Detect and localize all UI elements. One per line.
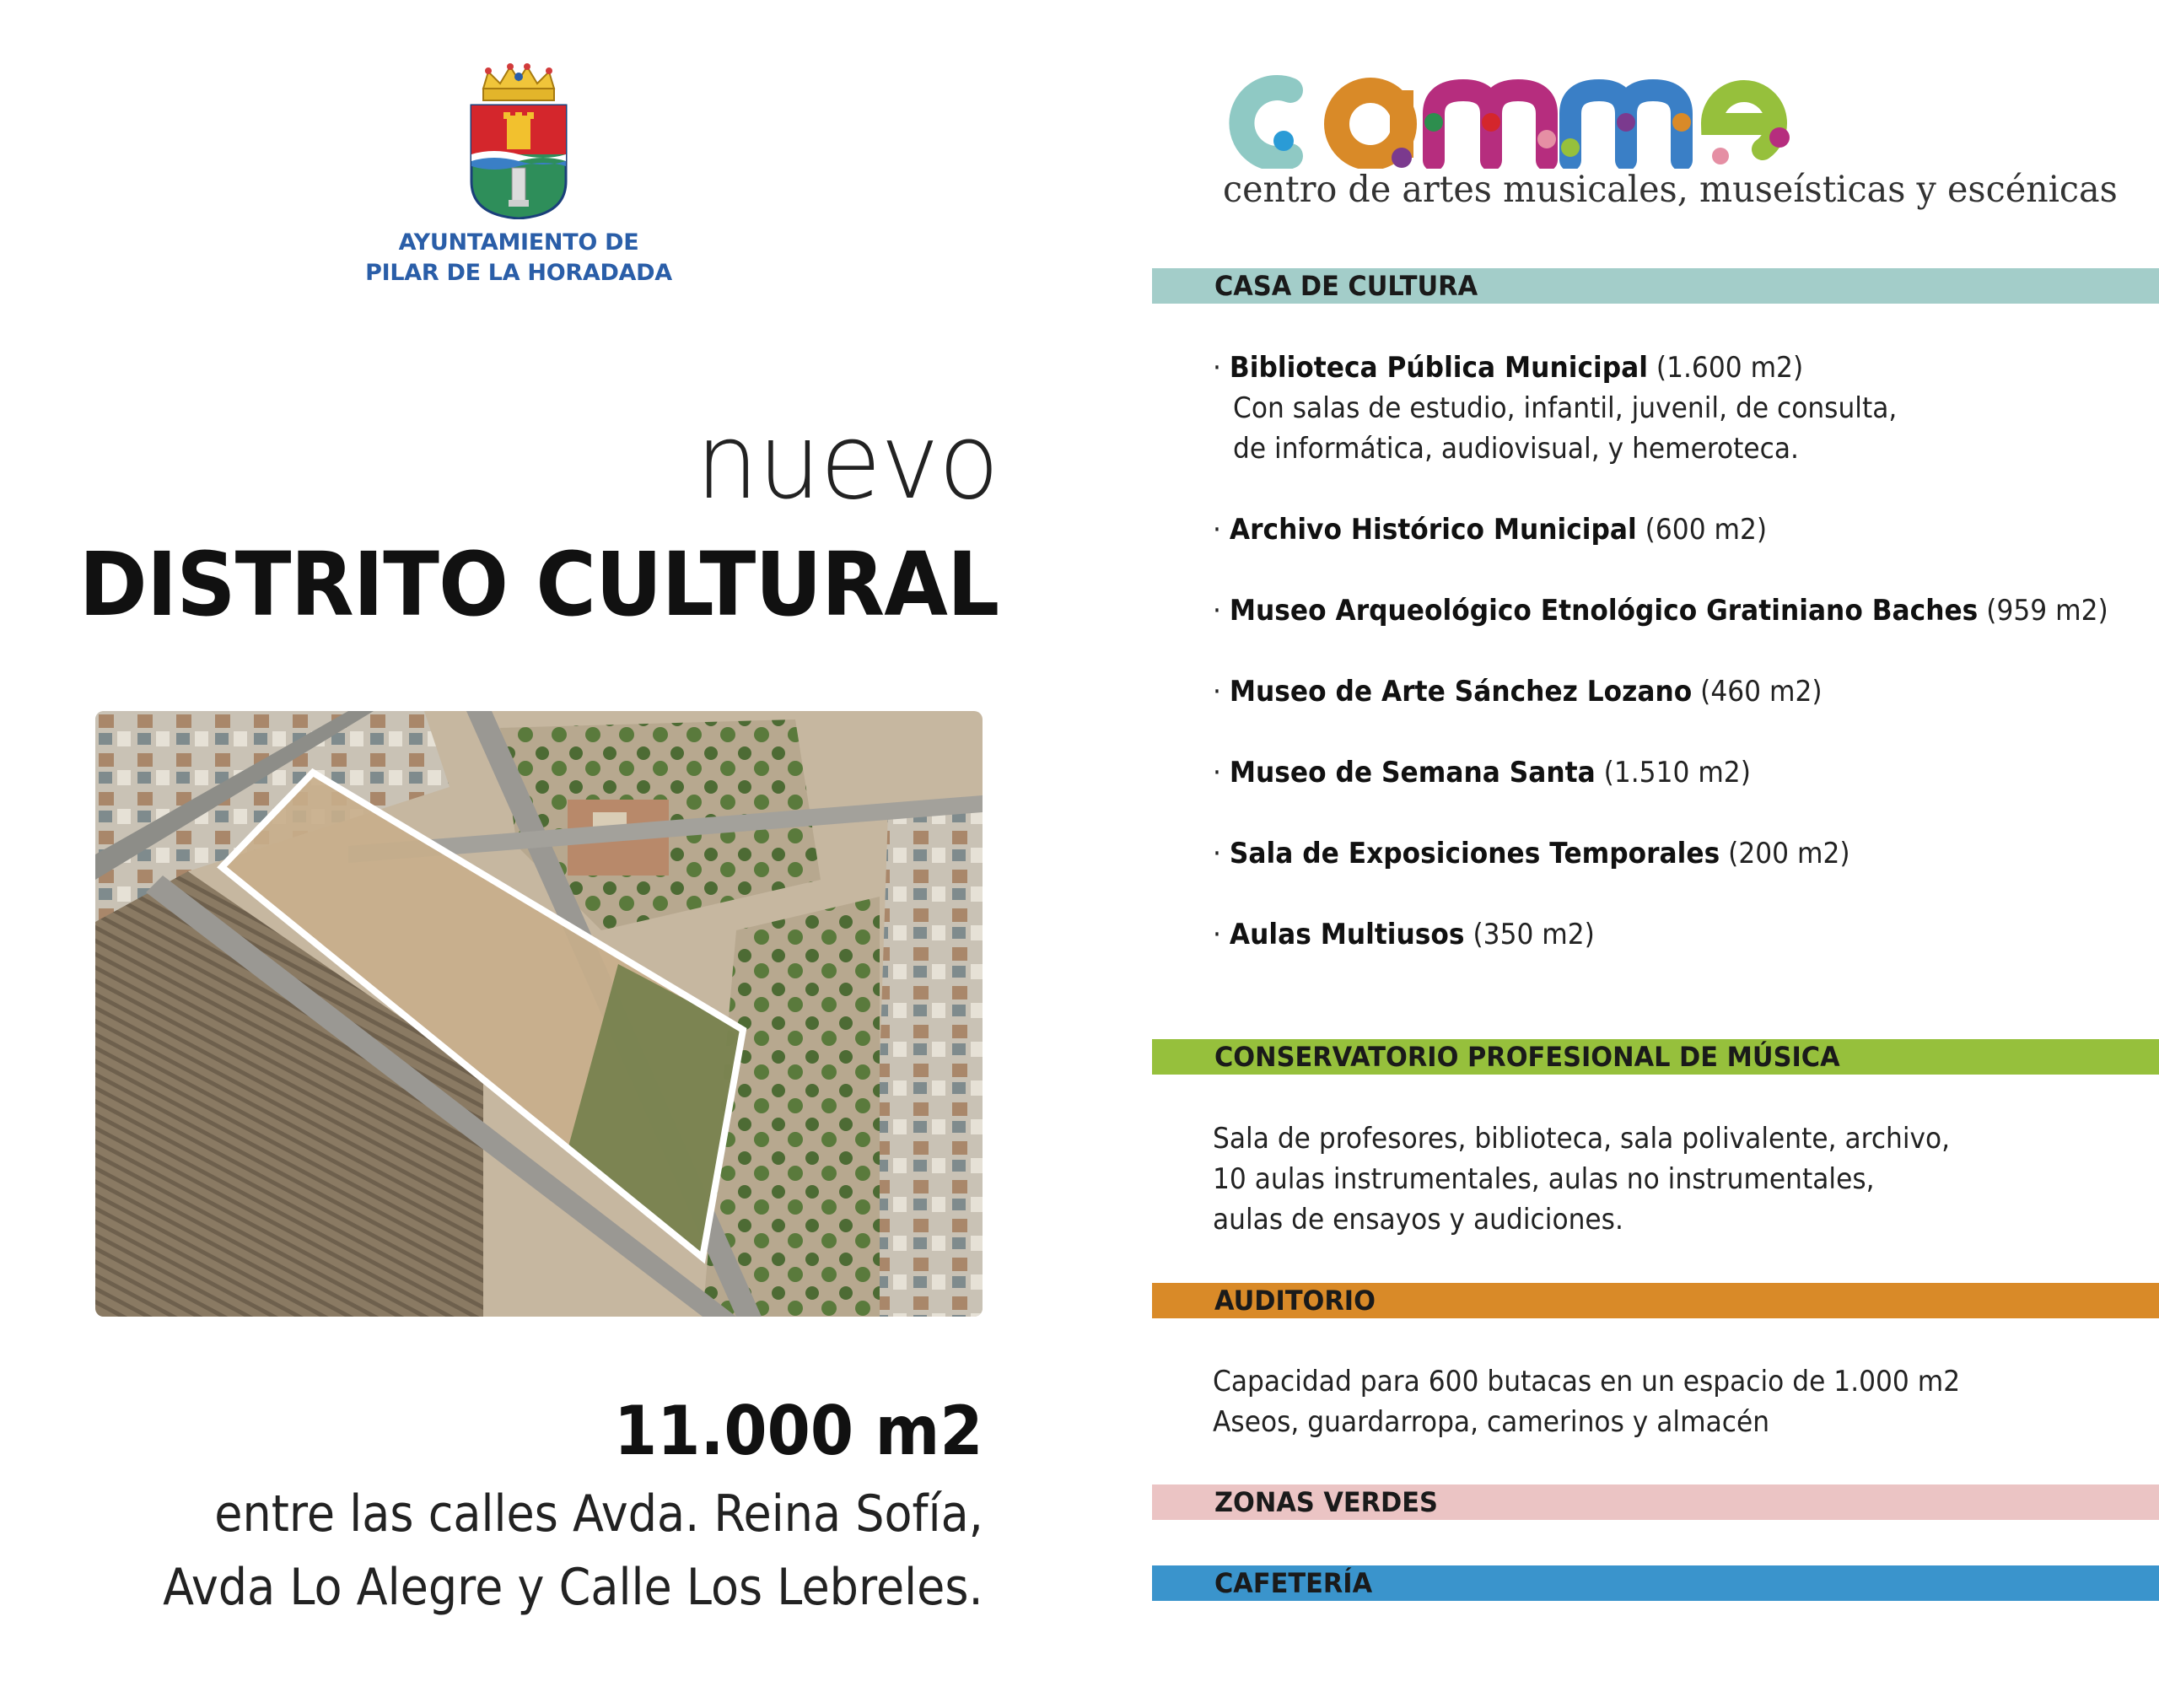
tagline: centro de artes musicales, museísticas y escénicas [1223,169,2118,211]
section-title: CASA DE CULTURA [1214,270,1478,302]
section-casa-cultura [1152,268,2159,304]
page-title: DISTRITO CULTURAL [78,533,999,636]
section-title: AUDITORIO [1214,1285,1376,1317]
list-item: · Museo de Semana Santa (1.510 m2) [1213,756,1751,789]
section-text: Aseos, guardarropa, camerinos y almacén [1213,1405,1770,1439]
section-text: Sala de profesores, biblioteca, sala polivalente, archivo, [1213,1122,1951,1156]
list-item: · Archivo Histórico Municipal (600 m2) [1213,513,1768,547]
area-size: 11.000 m2 [614,1392,983,1470]
list-item: · Aulas Multiusos (350 m2) [1213,918,1595,951]
list-item: · Museo Arqueológico Etnológico Gratiniano Baches (959 m2) [1213,594,2108,628]
section-text: aulas de ensayos y audiciones. [1213,1203,1623,1237]
location-line-2: Avda Lo Alegre y Calle Los Lebreles. [163,1558,983,1617]
section-cafeteria [1152,1565,2159,1601]
title-light: nuevo [695,400,999,523]
camme-logo [1223,72,1813,169]
ayuntamiento-line-1: AYUNTAMIENTO DE [398,229,639,256]
list-item: · Sala de Exposiciones Temporales (200 m2) [1213,837,1850,870]
section-zonas-verdes [1152,1484,2159,1520]
municipal-coat-of-arms [468,63,569,219]
aerial-site-photo [95,711,983,1317]
section-title: CAFETERÍA [1214,1567,1373,1599]
list-item: · Biblioteca Pública Municipal (1.600 m2) [1213,351,1804,385]
section-text: 10 aulas instrumentales, aulas no instrumentales, [1213,1162,1875,1196]
list-item-detail: Con salas de estudio, infantil, juvenil, de consulta, [1233,391,1898,425]
section-conservatorio [1152,1039,2159,1075]
ayuntamiento-line-2: PILAR DE LA HORADADA [365,260,672,286]
location-line-1: entre las calles Avda. Reina Sofía, [214,1484,983,1544]
section-title: CONSERVATORIO PROFESIONAL DE MÚSICA [1214,1041,1840,1073]
list-item-detail: de informática, audiovisual, y hemeroteca. [1233,432,1799,466]
section-title: ZONAS VERDES [1214,1486,1438,1518]
section-auditorio [1152,1283,2159,1318]
section-text: Capacidad para 600 butacas en un espacio de 1.000 m2 [1213,1365,1961,1398]
list-item: · Museo de Arte Sánchez Lozano (460 m2) [1213,675,1822,709]
